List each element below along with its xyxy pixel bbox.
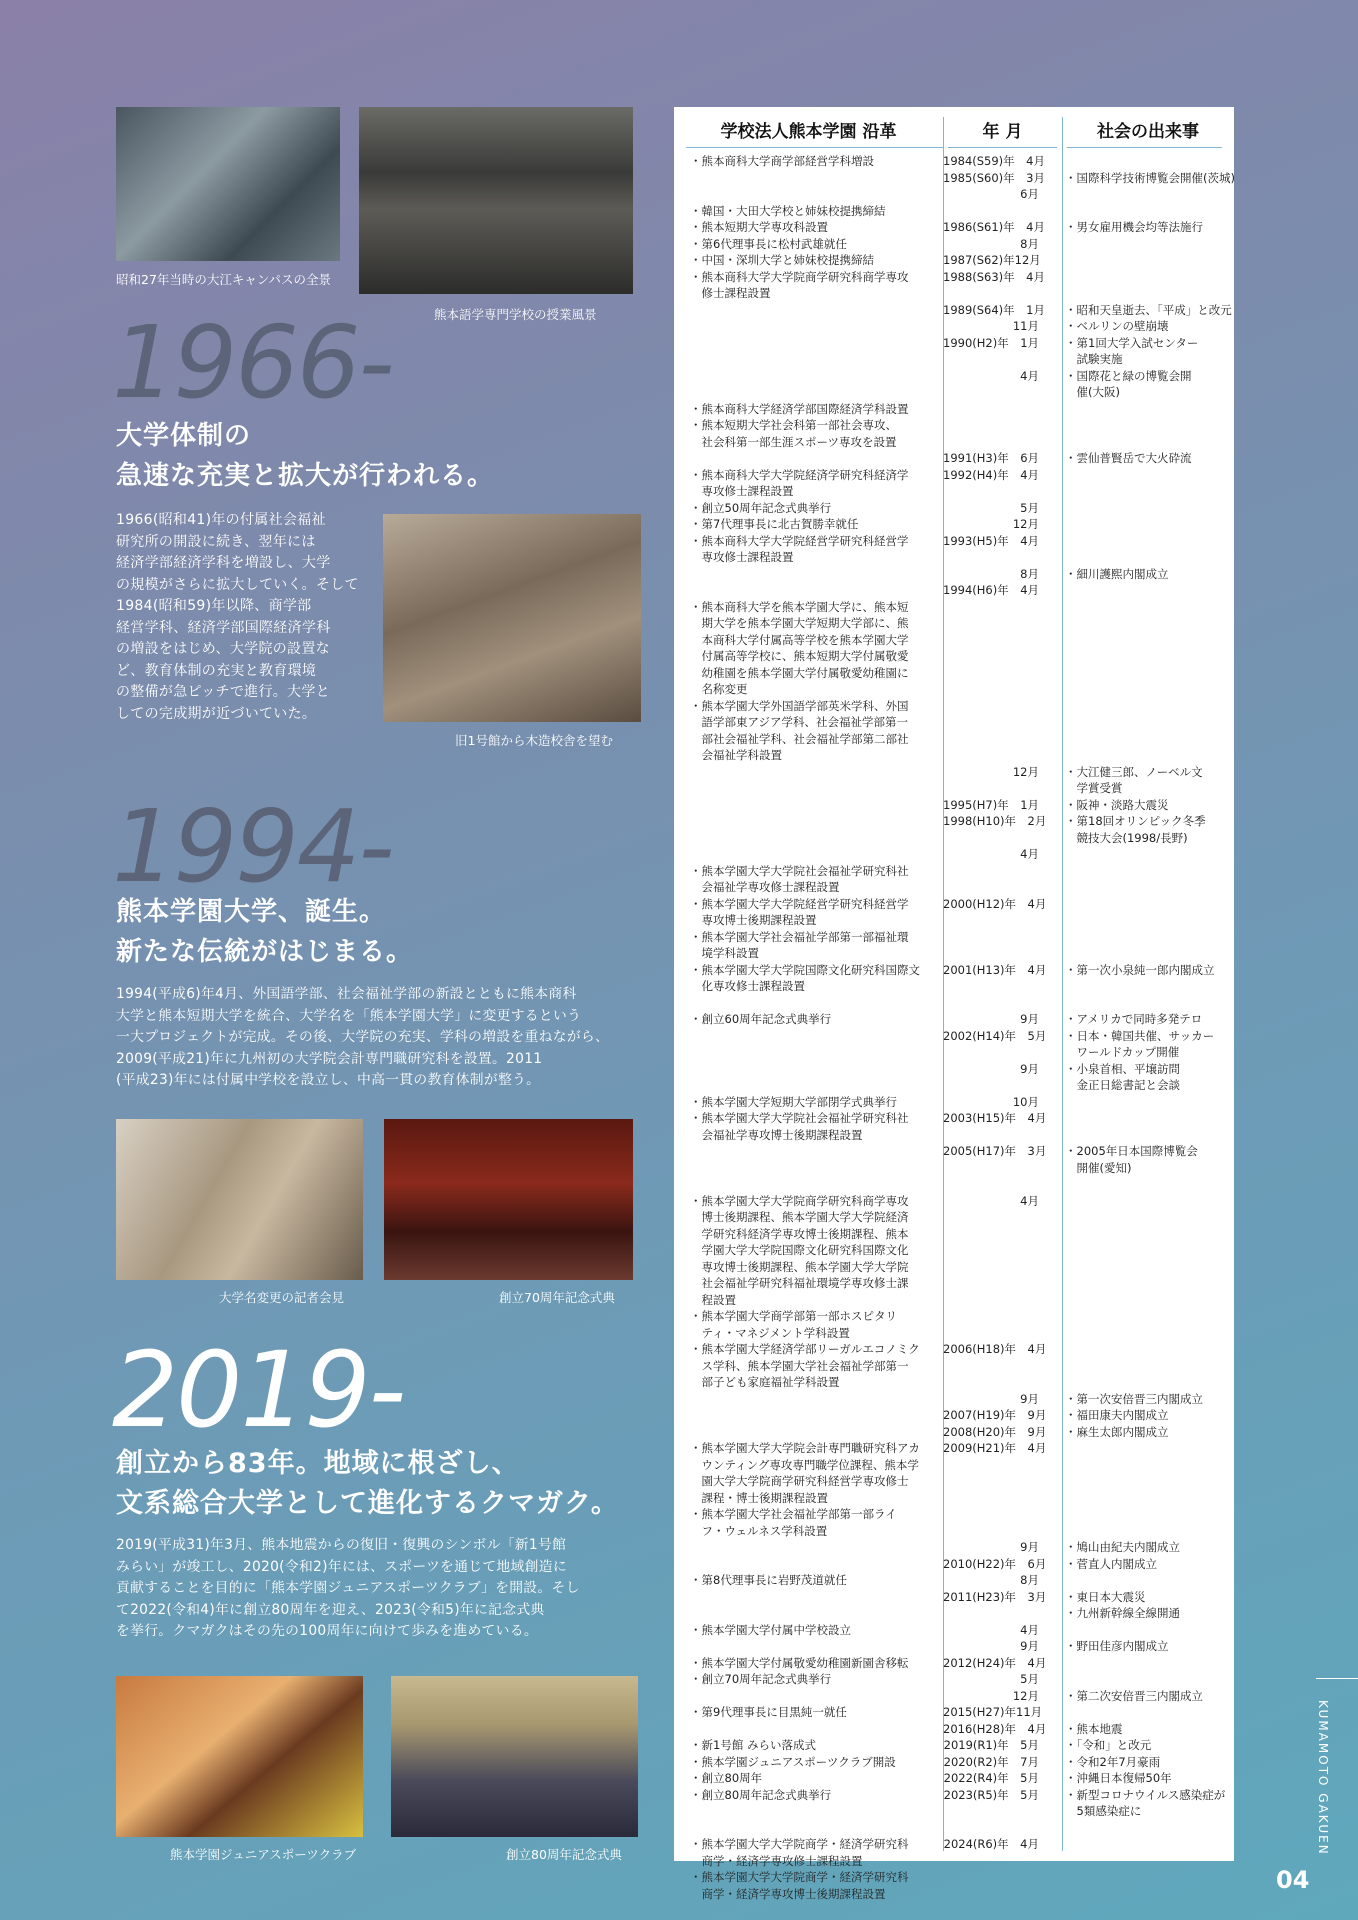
- body-line: の規模がさらに拡大していく。そして: [116, 576, 359, 593]
- header-divider: [948, 147, 1057, 148]
- body-line: の整備が急ピッチで進行。大学と: [116, 684, 330, 700]
- date-cell: 9月 2002(H14)年 5月 9月: [943, 1012, 1047, 1076]
- year-1966: 1966-: [112, 304, 393, 421]
- table-row: [674, 1539, 1234, 1820]
- body-line: 2019(平成31)年3月、熊本地震からの復旧・復興のシンボル「新1号館: [116, 1537, 567, 1553]
- table-row: [674, 203, 1234, 302]
- history-cell: ・熊本学園大学大学院会計専門職研究科アカ ウンティング専攻専門職学位課程、熊本学 園大学大学院商学研究科経営学専攻修士 課程・博士後期課程設置 ・熊本学園大学社会福祉学部第一部ライ フ・ウェルネス学科設置: [690, 1441, 920, 1538]
- body-line: て2022(令和4)年に創立80周年を迎え、2023(令和5)年に記念式典: [116, 1601, 545, 1618]
- photo-oe-campus-1952: [116, 107, 340, 261]
- table-header-events: 社会の出来事: [1097, 122, 1199, 142]
- photo-70th-ceremony: [384, 1119, 633, 1280]
- date-cell: 9月 2007(H19)年 9月 2008(H20)年 9月 2009(H21)年 4月: [943, 1391, 1047, 1455]
- date-cell: 1989(S64)年 1月 11月 1990(H2)年 1月 4月: [943, 302, 1045, 383]
- headline-1966: 大学体制の 急速な充実と拡大が行われる。: [116, 421, 495, 491]
- history-cell: ・熊本学園大学短期大学部閉学式典挙行 ・熊本学園大学大学院社会福祉学研究科社 会福祉学専攻博士後期課程設置: [690, 1094, 909, 1142]
- table-row: [674, 450, 1234, 599]
- history-cell: ・熊本学園大学大学院商学研究科商学専攻 博士後期課程、熊本学園大学大学院経済 学研究科経済学専攻博士後期課程、熊本 学園大学大学院国際文化研究科国際文化 専攻博士後期課程、熊本学園大学大学院 社会福祉学研究科福祉環境学専攻修士課 程設置 ・熊本学園大学商学部第一部ホスピタリ ティ・マネジメント学科設置 ・熊本学園大学経済学部リーガルエコノミク ス学科、熊本学園大学社会福祉学部第一 部子ども家庭福祉学科設置: [690, 1193, 920, 1389]
- table-header-history: 学校法人熊本学園 沿革: [720, 122, 897, 142]
- table-row: [674, 863, 1234, 995]
- year-1994: 1994-: [112, 788, 393, 905]
- date-cell: [943, 401, 1047, 451]
- event-cell: ・アメリカで同時多発テロ ・日本・韓国共催、サッカー ワールドカップ開催 ・小泉首相、平壌訪問 金正日総書記と会談: [1065, 1012, 1215, 1092]
- brand-vertical: KUMAMOTO GAKUEN: [1316, 1700, 1330, 1856]
- headline-1994: 熊本学園大学、誕生。 新たな伝統がはじまる。: [116, 897, 414, 967]
- photo-junior-sports-club: [116, 1676, 363, 1837]
- body-line: 2009(平成21)年に九州初の大学院会計専門職研究科を設置。2011: [116, 1050, 543, 1067]
- event-cell: ・国際科学技術博覧会開催(茨城): [1065, 170, 1235, 185]
- body-line: ど、教育体制の充実と教育環境: [116, 662, 317, 679]
- history-cell: ・熊本学園大学大学院社会福祉学研究科社 会福祉学専攻修士課程設置 ・熊本学園大学大学院経営学研究科経営学 専攻博士後期課程設置 ・熊本学園大学社会福祉学部第一部福祉環 境学科設置 ・熊本学園大学大学院国際文化研究科国際文 化専攻修士課程設置: [690, 863, 920, 993]
- date-cell: 2024(R6)年 4月: [943, 1837, 1039, 1851]
- history-cell: ・熊本学園大学大学院商学・経済学研究科 商学・経済学専攻修士課程設置 ・熊本学園大学大学院商学・経済学研究科 商学・経済学専攻博士後期課程設置: [690, 1837, 909, 1901]
- caption-oe-campus: 昭和27年当時の大江キャンパスの全景: [116, 272, 332, 287]
- event-cell: ・男女雇用機会均等法施行: [1065, 220, 1203, 234]
- caption-language-school: 熊本語学専門学校の授業風景: [434, 307, 597, 322]
- table-header-date: 年 月: [982, 122, 1023, 142]
- history-cell: [674, 764, 943, 863]
- headline-2019: 創立から83年。地域に根ざし、 文系総合大学として進化するクマガク。: [116, 1448, 619, 1519]
- caption-junior-sports: 熊本学園ジュニアスポーツクラブ: [170, 1847, 357, 1862]
- date-cell: 9月 2010(H22)年 6月 8月 2011(H23)年 3月 4月 9月 2012(H24)年 4月 5月 12月 2015(H27)年11月 2016(H28)年 4月 2019(R1)年 5月 2020(R2)年 7月 2022(R4)年 5月 2023(R5)年 5月: [943, 1540, 1047, 1802]
- photo-language-school-class: [359, 107, 633, 294]
- caption-80th-ceremony: 創立80周年記念式典: [506, 1847, 622, 1862]
- body-line: 貢献することを目的に「熊本学園ジュニアスポーツクラブ」を開設。そし: [116, 1580, 580, 1596]
- event-cell: ・雲仙普賢岳で大火砕流 ・細川護熙内閣成立: [1065, 451, 1192, 581]
- history-cell: ・熊本商科大学経済学部国際経済学科設置 ・熊本短期大学社会科第一部社会専攻、 社会科第一部生涯スポーツ専攻を設置: [690, 401, 909, 449]
- photo-press-conference: [116, 1119, 363, 1280]
- event-cell: ・鳩山由紀夫内閣成立 ・菅直人内閣成立 ・東日本大震災 ・九州新幹線全線開通 ・野田佳彦内閣成立 ・第二次安倍晋三内閣成立 ・熊本地震 ・「令和」と改元 ・令和2年7月豪雨 ・沖縄日本復帰50年 ・新型コロナウイルス感染症が 5類感染症に: [1065, 1540, 1226, 1818]
- history-cell: [674, 302, 943, 401]
- date-cell: 1986(S61)年 4月 8月 1987(S62)年12月 1988(S63)年 4月: [943, 220, 1045, 284]
- date-cell: 4月 2006(H18)年 4月: [943, 1193, 1047, 1356]
- body-line: 1966(昭和41)年の付属社会福祉: [116, 512, 326, 528]
- caption-press-conference: 大学名変更の記者会見: [219, 1290, 345, 1305]
- table-row: [674, 1094, 1234, 1177]
- table-row: [674, 401, 1234, 451]
- table-row: [674, 764, 1234, 863]
- body-1994: [116, 984, 636, 1092]
- history-table: [674, 107, 1235, 1901]
- year-2019: 2019-: [112, 1329, 405, 1451]
- history-cell: ・熊本商科大学を熊本学園大学に、熊本短 期大学を熊本学園大学短期大学部に、熊 本商科大学付属高等学校を熊本学園大学 付属高等学校に、熊本短期大学付属敬愛 幼稚園を熊本学園大学付属敬愛幼稚園に 名称変更 ・熊本学園大学外国語学部英米学科、外国 語学部東アジア学科、社会福祉学部第一 部社会福祉学科、社会福祉学部第二部社 会福祉学科設置: [690, 599, 909, 762]
- page-number: 04: [1276, 1866, 1310, 1894]
- event-cell: ・第一次小泉純一郎内閣成立: [1065, 962, 1215, 977]
- body-line: 経済学部経済学科を増設し、大学: [116, 555, 331, 571]
- photo-old-building-view: [383, 514, 641, 722]
- header-divider: [686, 147, 943, 148]
- body-line: 1984(昭和59)年以降、商学部: [116, 598, 312, 614]
- caption-old-building: 旧1号館から木造校舎を望む: [455, 733, 613, 748]
- event-cell: ・2005年日本国際博覧会 開催(愛知): [1065, 1144, 1198, 1175]
- event-cell: [1047, 401, 1233, 451]
- body-line: (平成23)年には付属中学校を設立し、中高一貫の教育体制が整う。: [116, 1072, 541, 1088]
- body-line: の増設をはじめ、大学院の設置な: [116, 641, 330, 657]
- date-cell: 1984(S59)年 4月 1985(S60)年 3月 6月: [943, 154, 1045, 201]
- history-cell: ・創立60周年記念式典挙行: [690, 1012, 832, 1026]
- event-cell: ・第一次安倍晋三内閣成立 ・福田康夫内閣成立 ・麻生太郎内閣成立: [1065, 1391, 1203, 1439]
- body-line: みらい」が竣工し、2020(令和2)年には、スポーツを通じて地域創造に: [116, 1558, 567, 1575]
- body-line: しての完成期が近づいていた。: [116, 705, 317, 722]
- header-divider: [1067, 147, 1222, 148]
- date-cell: 1991(H3)年 6月 1992(H4)年 4月 5月 12月 1993(H5)年 4月 8月 1994(H6)年 4月: [943, 451, 1040, 597]
- event-cell: [1047, 1176, 1233, 1391]
- body-2019: [116, 1535, 636, 1643]
- table-row: [674, 1391, 1234, 1540]
- date-cell: 2000(H12)年 4月 2001(H13)年 4月: [943, 896, 1047, 977]
- body-1966: [116, 510, 366, 725]
- date-cell: 10月 2003(H15)年 4月 2005(H17)年 3月: [943, 1094, 1047, 1158]
- photo-80th-ceremony: [391, 1676, 638, 1837]
- table-row: [674, 1176, 1234, 1391]
- history-cell: ・韓国・大田大学校と姉妹校提携締結 ・熊本短期大学専攻科設置 ・第6代理事長に松村武雄就任 ・中国・深圳大学と姉妹校提携締結 ・熊本商科大学大学院商学研究科商学専攻 修士課程設置: [690, 203, 909, 300]
- table-row: [674, 302, 1234, 401]
- body-line: 経営学科、経済学部国際経済学科: [116, 619, 331, 636]
- date-cell: [943, 599, 1047, 764]
- table-row: [674, 995, 1234, 1094]
- table-rows: [674, 153, 1234, 1902]
- table-row: [674, 599, 1234, 764]
- body-line: 1994(平成6)年4月、外国語学部、社会福祉学部の新設とともに熊本商科: [116, 986, 577, 1002]
- table-row: [674, 1820, 1234, 1903]
- event-cell: [1047, 1820, 1233, 1903]
- history-cell: ・熊本商科大学大学院経済学研究科経済学 専攻修士課程設置 ・創立50周年記念式典挙行 ・第7代理事長に北古賀勝幸就任 ・熊本商科大学大学院経営学研究科経営学 専攻修士課程設置: [690, 467, 909, 564]
- body-line: 一大プロジェクトが完成。その後、大学院の充実、学科の増設を重ねながら、: [116, 1029, 610, 1045]
- history-cell: ・熊本商科大学商学部経営学科増設: [690, 154, 874, 168]
- event-cell: ・昭和天皇逝去、「平成」と改元 ・ベルリンの壁崩壊 ・第1回大学入試センター 試験実施 ・国際花と緑の博覧会開 催(大阪): [1065, 302, 1232, 399]
- event-cell: [1047, 599, 1233, 764]
- caption-70th-ceremony: 創立70周年記念式典: [499, 1290, 615, 1305]
- body-line: を挙行。クマガクはその先の100周年に向けて歩みを進めている。: [116, 1623, 538, 1639]
- event-cell: ・大江健三郎、ノーベル文 学賞受賞 ・阪神・淡路大震災 ・第18回オリンピック冬季 競技大会(1998/長野): [1065, 764, 1206, 845]
- table-row: [674, 153, 1234, 203]
- side-rule: [1316, 1678, 1358, 1679]
- history-cell: ・第8代理事長に岩野茂道就任 ・熊本学園大学付属中学校設立 ・熊本学園大学付属敬愛幼稚園新園舎移転 ・創立70周年記念式典挙行 ・第9代理事長に目黒純一就任 ・新1号館 みらい落成式 ・熊本学園ジュニアスポーツクラブ開設 ・創立80周年 ・創立80周年記念式典挙行: [690, 1573, 909, 1802]
- date-cell: 12月 1995(H7)年 1月 1998(H10)年 2月 4月: [943, 764, 1047, 861]
- body-line: 大学と熊本短期大学を統合、大学名を「熊本学園大学」に変更するという: [116, 1007, 582, 1024]
- body-line: 研究所の開設に続き、翌年には: [116, 533, 316, 550]
